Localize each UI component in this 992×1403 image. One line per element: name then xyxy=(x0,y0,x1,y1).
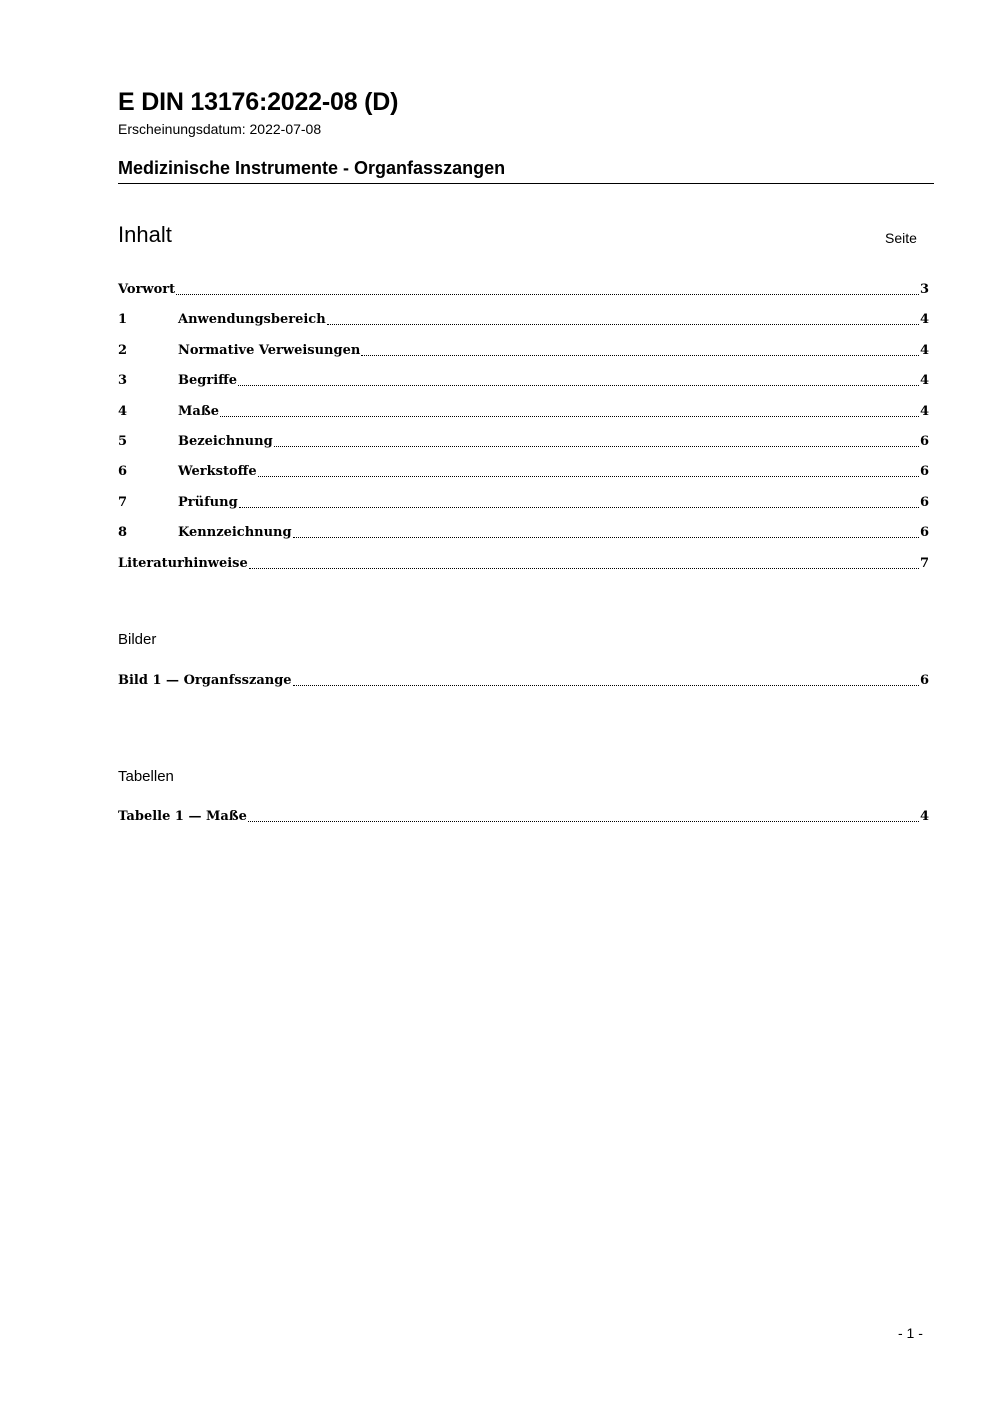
toc-entry-page: 3 xyxy=(919,282,929,297)
tables-list xyxy=(118,808,929,838)
figures-list xyxy=(118,672,929,702)
toc-entry-number: 8 xyxy=(118,525,128,541)
toc-entry-number: 7 xyxy=(118,494,128,510)
footer-page-number: - 1 - xyxy=(898,1325,923,1341)
dot-leader xyxy=(176,281,919,295)
toc-entry-masse[interactable] xyxy=(118,403,929,433)
toc-entry-number: 5 xyxy=(118,433,128,449)
toc-entry-number: 2 xyxy=(118,342,128,358)
toc-entry-text: Begriffe xyxy=(178,373,238,389)
toc-entry-begriffe[interactable] xyxy=(118,372,929,402)
toc-entry-bezeichnung[interactable] xyxy=(118,433,929,463)
toc-entry-text: Kennzeichnung xyxy=(178,525,292,541)
toc-entry-text: Bezeichnung xyxy=(178,433,273,449)
toc-entry-text: Vorwort xyxy=(118,282,176,297)
toc-entry-pruefung[interactable] xyxy=(118,494,929,524)
toc-entry-page: 6 xyxy=(919,464,929,480)
publication-date: Erscheinungsdatum: 2022-07-08 xyxy=(118,121,322,137)
dot-leader xyxy=(248,808,919,822)
document-id: E DIN 13176:2022-08 (D) xyxy=(118,88,399,116)
dot-leader xyxy=(238,372,919,386)
toc-entry-text: Anwendungsbereich xyxy=(178,312,326,328)
toc-entry-number: 4 xyxy=(118,403,128,419)
dot-leader xyxy=(239,494,919,508)
dot-leader xyxy=(293,524,919,538)
toc-entry-text: Prüfung xyxy=(178,494,238,510)
toc-entry-number: 3 xyxy=(118,373,128,389)
toc-entry-page: 6 xyxy=(919,433,929,449)
dot-leader xyxy=(327,311,919,325)
toc-entry-text: Normative Verweisungen xyxy=(178,342,361,358)
dot-leader xyxy=(361,342,919,356)
table-entry-text: Tabelle 1 — Maße xyxy=(118,809,247,824)
toc-entry-page: 4 xyxy=(919,312,929,328)
toc-entry-page: 6 xyxy=(919,494,929,510)
title-underline xyxy=(118,183,934,184)
toc-list xyxy=(118,281,929,585)
toc-entry-text: Literaturhinweise xyxy=(118,555,248,571)
toc-entry-text: Werkstoffe xyxy=(178,464,257,480)
toc-entry-page: 7 xyxy=(919,555,929,571)
table-entry[interactable] xyxy=(118,808,929,838)
page-column-label: Seite xyxy=(885,230,917,246)
dot-leader xyxy=(220,403,919,417)
tables-heading: Tabellen xyxy=(118,768,174,785)
figure-entry-page: 6 xyxy=(919,673,929,688)
toc-entry-page: 4 xyxy=(919,342,929,358)
toc-entry-text: Maße xyxy=(178,403,219,419)
toc-entry-number: 1 xyxy=(118,312,128,328)
toc-entry-kennzeichnung[interactable] xyxy=(118,524,929,554)
toc-entry-vorwort[interactable] xyxy=(118,281,929,311)
dot-leader xyxy=(274,433,919,447)
dot-leader xyxy=(249,555,919,569)
toc-heading: Inhalt xyxy=(118,222,172,247)
table-entry-page: 4 xyxy=(919,809,929,824)
toc-entry-number: 6 xyxy=(118,464,128,480)
dot-leader xyxy=(258,463,919,477)
toc-entry-anwendungsbereich[interactable] xyxy=(118,311,929,341)
figures-heading: Bilder xyxy=(118,631,157,648)
toc-entry-werkstoffe[interactable] xyxy=(118,463,929,493)
toc-entry-page: 6 xyxy=(919,525,929,541)
document-title: Medizinische Instrumente - Organfasszangen xyxy=(118,158,506,178)
figure-entry[interactable] xyxy=(118,672,929,702)
toc-entry-normative-verweisungen[interactable] xyxy=(118,342,929,372)
toc-entry-literaturhinweise[interactable] xyxy=(118,555,929,585)
toc-entry-page: 4 xyxy=(919,373,929,389)
figure-entry-text: Bild 1 — Organfsszange xyxy=(118,673,292,688)
dot-leader xyxy=(293,672,919,686)
toc-entry-page: 4 xyxy=(919,403,929,419)
